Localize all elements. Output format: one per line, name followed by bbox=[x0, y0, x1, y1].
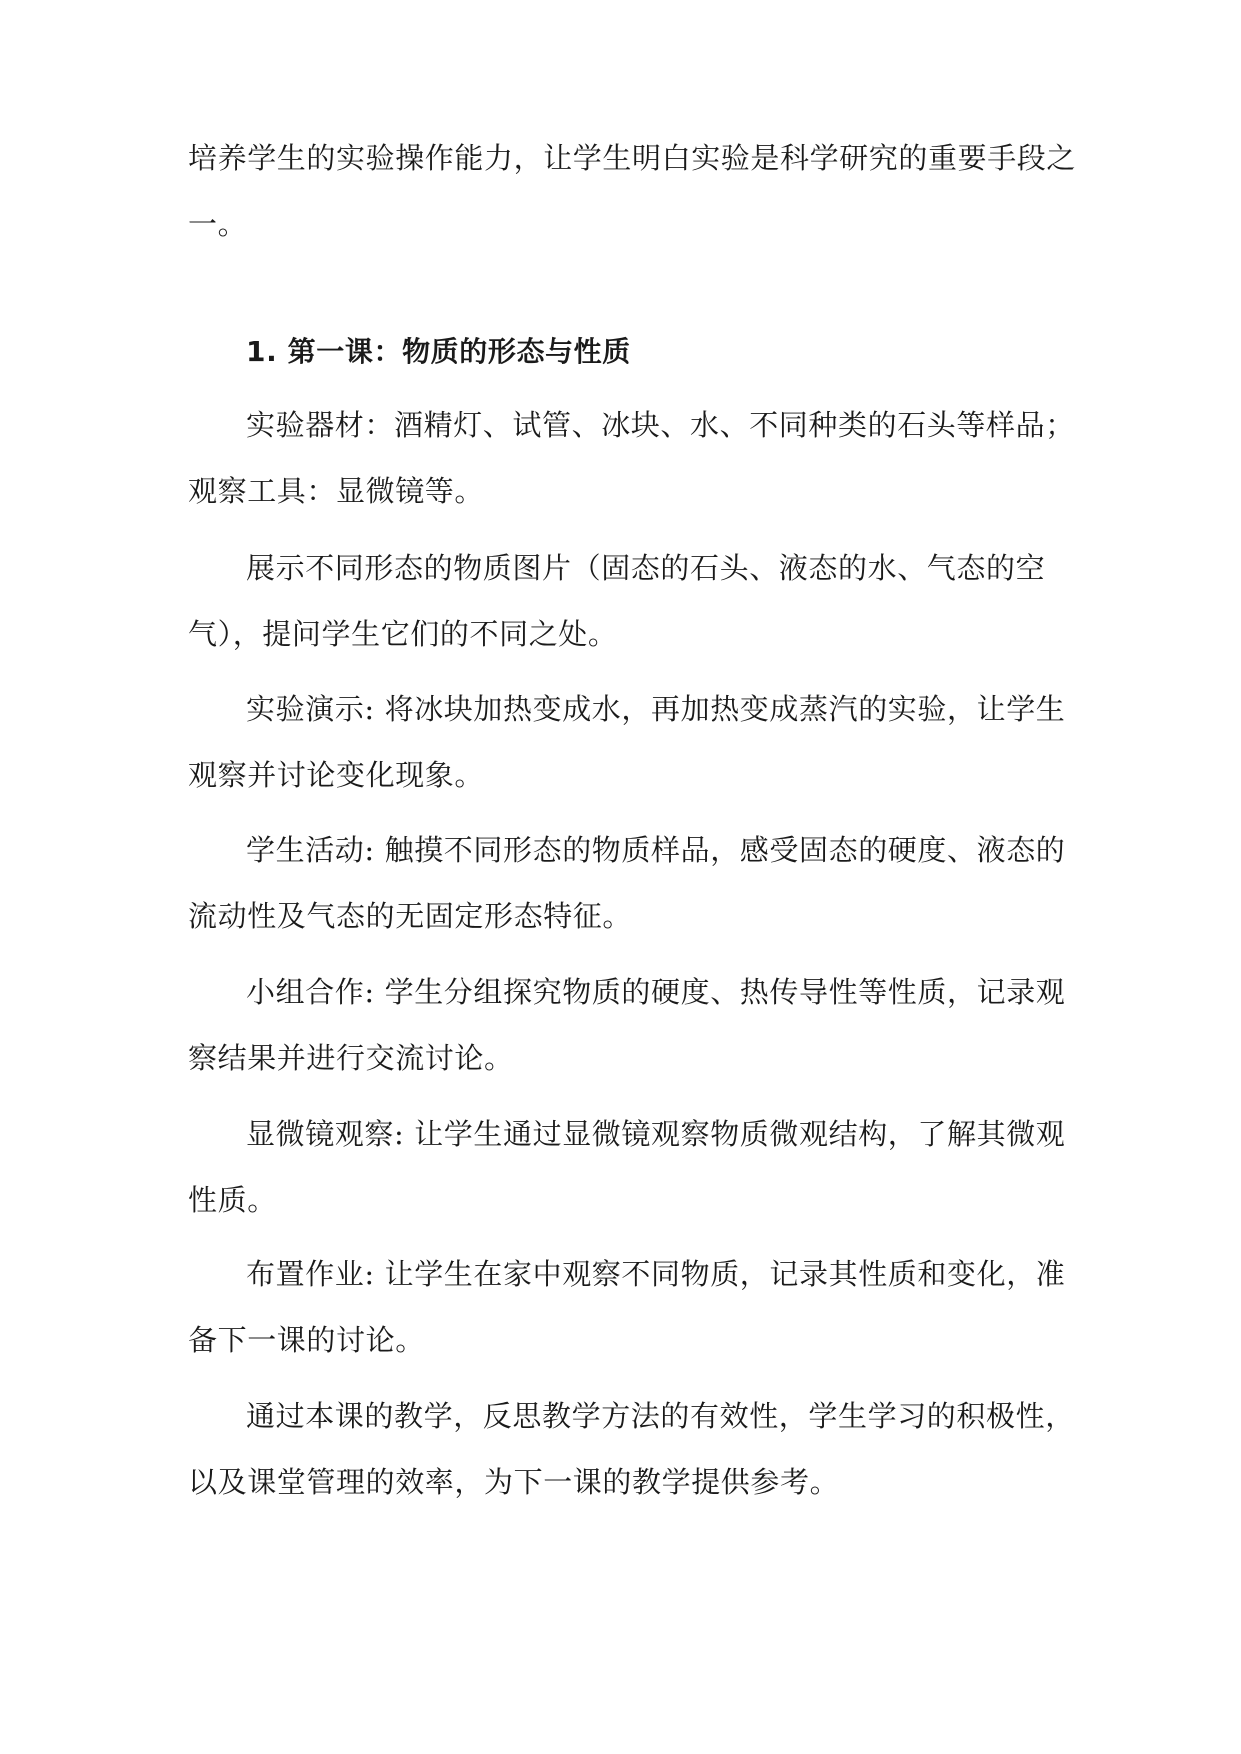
paragraph-line: 小组合作: 学生分组探究物质的硬度、热传导性等性质，记录观 bbox=[246, 975, 1066, 1009]
paragraph-line: 一。 bbox=[188, 207, 248, 241]
paragraph-line: 布置作业: 让学生在家中观察不同物质，记录其性质和变化，准 bbox=[246, 1257, 1066, 1291]
paragraph-line: 实验器材：酒精灯、试管、冰块、水、不同种类的石头等样品； bbox=[246, 408, 1075, 442]
paragraph-line: 以及课堂管理的效率，为下一课的教学提供参考。 bbox=[188, 1465, 840, 1499]
paragraph-line: 观察工具：显微镜等。 bbox=[188, 474, 485, 508]
paragraph-line: 实验演示: 将冰块加热变成水，再加热变成蒸汽的实验，让学生 bbox=[246, 692, 1066, 726]
paragraph-line: 展示不同形态的物质图片（固态的石头、液态的水、气态的空 bbox=[246, 551, 1046, 585]
paragraph-line: 察结果并进行交流讨论。 bbox=[188, 1041, 514, 1075]
paragraph-line: 性质。 bbox=[188, 1183, 277, 1217]
paragraph-line: 学生活动: 触摸不同形态的物质样品，感受固态的硬度、液态的 bbox=[246, 833, 1066, 867]
paragraph-line: 显微镜观察: 让学生通过显微镜观察物质微观结构，了解其微观 bbox=[246, 1117, 1066, 1151]
paragraph-line: 通过本课的教学，反思教学方法的有效性，学生学习的积极性， bbox=[246, 1399, 1075, 1433]
section-heading: 1. 第一课：物质的形态与性质 bbox=[246, 335, 631, 368]
paragraph-line: 培养学生的实验操作能力，让学生明白实验是科学研究的重要手段之 bbox=[188, 141, 1077, 175]
paragraph-line: 流动性及气态的无固定形态特征。 bbox=[188, 899, 633, 933]
paragraph-line: 观察并讨论变化现象。 bbox=[188, 758, 485, 792]
paragraph-line: 备下一课的讨论。 bbox=[188, 1323, 425, 1357]
paragraph-line: 气），提问学生它们的不同之处。 bbox=[188, 617, 618, 651]
